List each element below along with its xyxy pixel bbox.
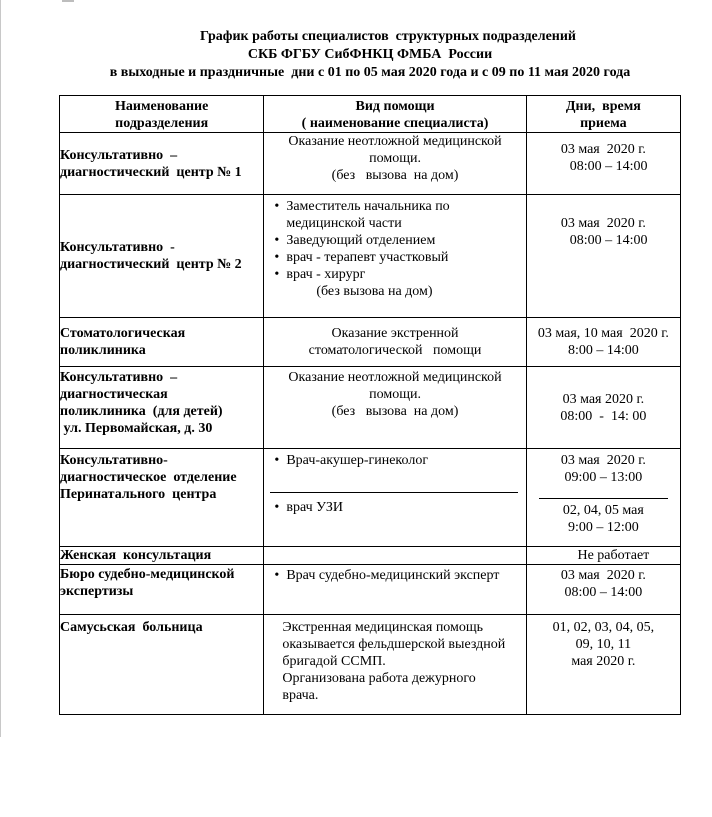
specialist-list — [264, 567, 525, 584]
time-cell: 03 мая 2020 г. 08:00 - 14: 00 — [526, 367, 680, 449]
table-row — [60, 318, 681, 367]
list-item: • врач - терапевт участковый — [264, 249, 511, 266]
table-header-row — [60, 96, 681, 133]
document-header — [60, 28, 680, 82]
time-cell — [526, 449, 680, 547]
department-cell: Самусьская больница — [60, 615, 264, 715]
department-cell: Женская консультация — [60, 547, 264, 565]
table-row — [60, 547, 681, 565]
schedule-table — [59, 95, 681, 715]
specialist-list — [264, 493, 525, 516]
specialist-list — [264, 449, 525, 469]
page-edge — [0, 0, 1, 737]
department-cell: Консультативно- диагностическое отделение Перинатального центра — [60, 449, 264, 547]
header-line-3: в выходные и праздничные дни с 01 по 05 мая 2020 года и с 09 по 11 мая 2020 года — [109, 65, 631, 80]
page-top-mark — [62, 0, 74, 2]
time-entry: 02, 04, 05 мая 9:00 – 12:00 — [562, 503, 644, 535]
list-item: • Заместитель начальника по медицинской части — [264, 198, 511, 232]
table-row — [60, 615, 681, 715]
help-note: (без вызова на дом) — [316, 284, 433, 299]
table-row — [60, 565, 681, 615]
list-item: • врач УЗИ — [264, 499, 525, 516]
header-days-time: Дни, время приема — [526, 96, 680, 133]
time-cell: 03 мая 2020 г. 08:00 – 14:00 — [526, 195, 680, 318]
header-line-2: СКБ ФГБУ СибФНКЦ ФМБА России — [247, 47, 493, 62]
specialist-list — [264, 198, 511, 283]
time-cell: Не работает — [526, 547, 680, 565]
help-cell — [264, 195, 526, 318]
help-cell: Оказание экстренной стоматологической помощи — [264, 318, 526, 367]
department-cell: Консультативно – диагностическая поликлиника (для детей) ул. Первомайская, д. 30 — [60, 367, 264, 449]
department-cell: Стоматологическая поликлиника — [60, 318, 264, 367]
help-cell — [264, 449, 526, 547]
help-cell: Оказание неотложной медицинской помощи. (без вызова на дом) — [264, 367, 526, 449]
table-row — [60, 133, 681, 195]
time-cell: 01, 02, 03, 04, 05, 09, 10, 11 мая 2020 г. — [526, 615, 680, 715]
department-cell: Консультативно - диагностический центр № 2 — [60, 195, 264, 318]
header-line-1: График работы специалистов структурных подразделений — [199, 29, 577, 44]
table-row — [60, 367, 681, 449]
help-cell — [264, 565, 526, 615]
help-cell — [264, 547, 526, 565]
list-item: • Заведующий отделением — [264, 232, 511, 249]
department-cell: Консультативно – диагностический центр № 1 — [60, 133, 264, 195]
time-cell: 03 мая 2020 г. 08:00 – 14:00 — [526, 133, 680, 195]
list-item: • Врач судебно-медицинский эксперт — [264, 567, 525, 584]
time-cell: 03 мая 2020 г. 08:00 – 14:00 — [526, 565, 680, 615]
department-cell: Бюро судебно-медицинской экспертизы — [60, 565, 264, 615]
header-help-type: Вид помощи ( наименование специалиста) — [264, 96, 526, 133]
table-row — [60, 195, 681, 318]
table-row — [60, 449, 681, 547]
help-cell: Оказание неотложной медицинской помощи. (без вызова на дом) — [264, 133, 526, 195]
time-entry: 03 мая 2020 г. 09:00 – 13:00 — [560, 453, 646, 485]
help-cell: Экстренная медицинская помощь оказывается фельдшерской выездной бригадой ССМП. Организована работа дежурного врача. — [264, 615, 526, 715]
time-cell: 03 мая, 10 мая 2020 г. 8:00 – 14:00 — [526, 318, 680, 367]
list-item: • врач - хирург — [264, 266, 511, 283]
header-department: Наименование подразделения — [60, 96, 264, 133]
list-item: • Врач-акушер-гинеколог — [264, 452, 525, 469]
